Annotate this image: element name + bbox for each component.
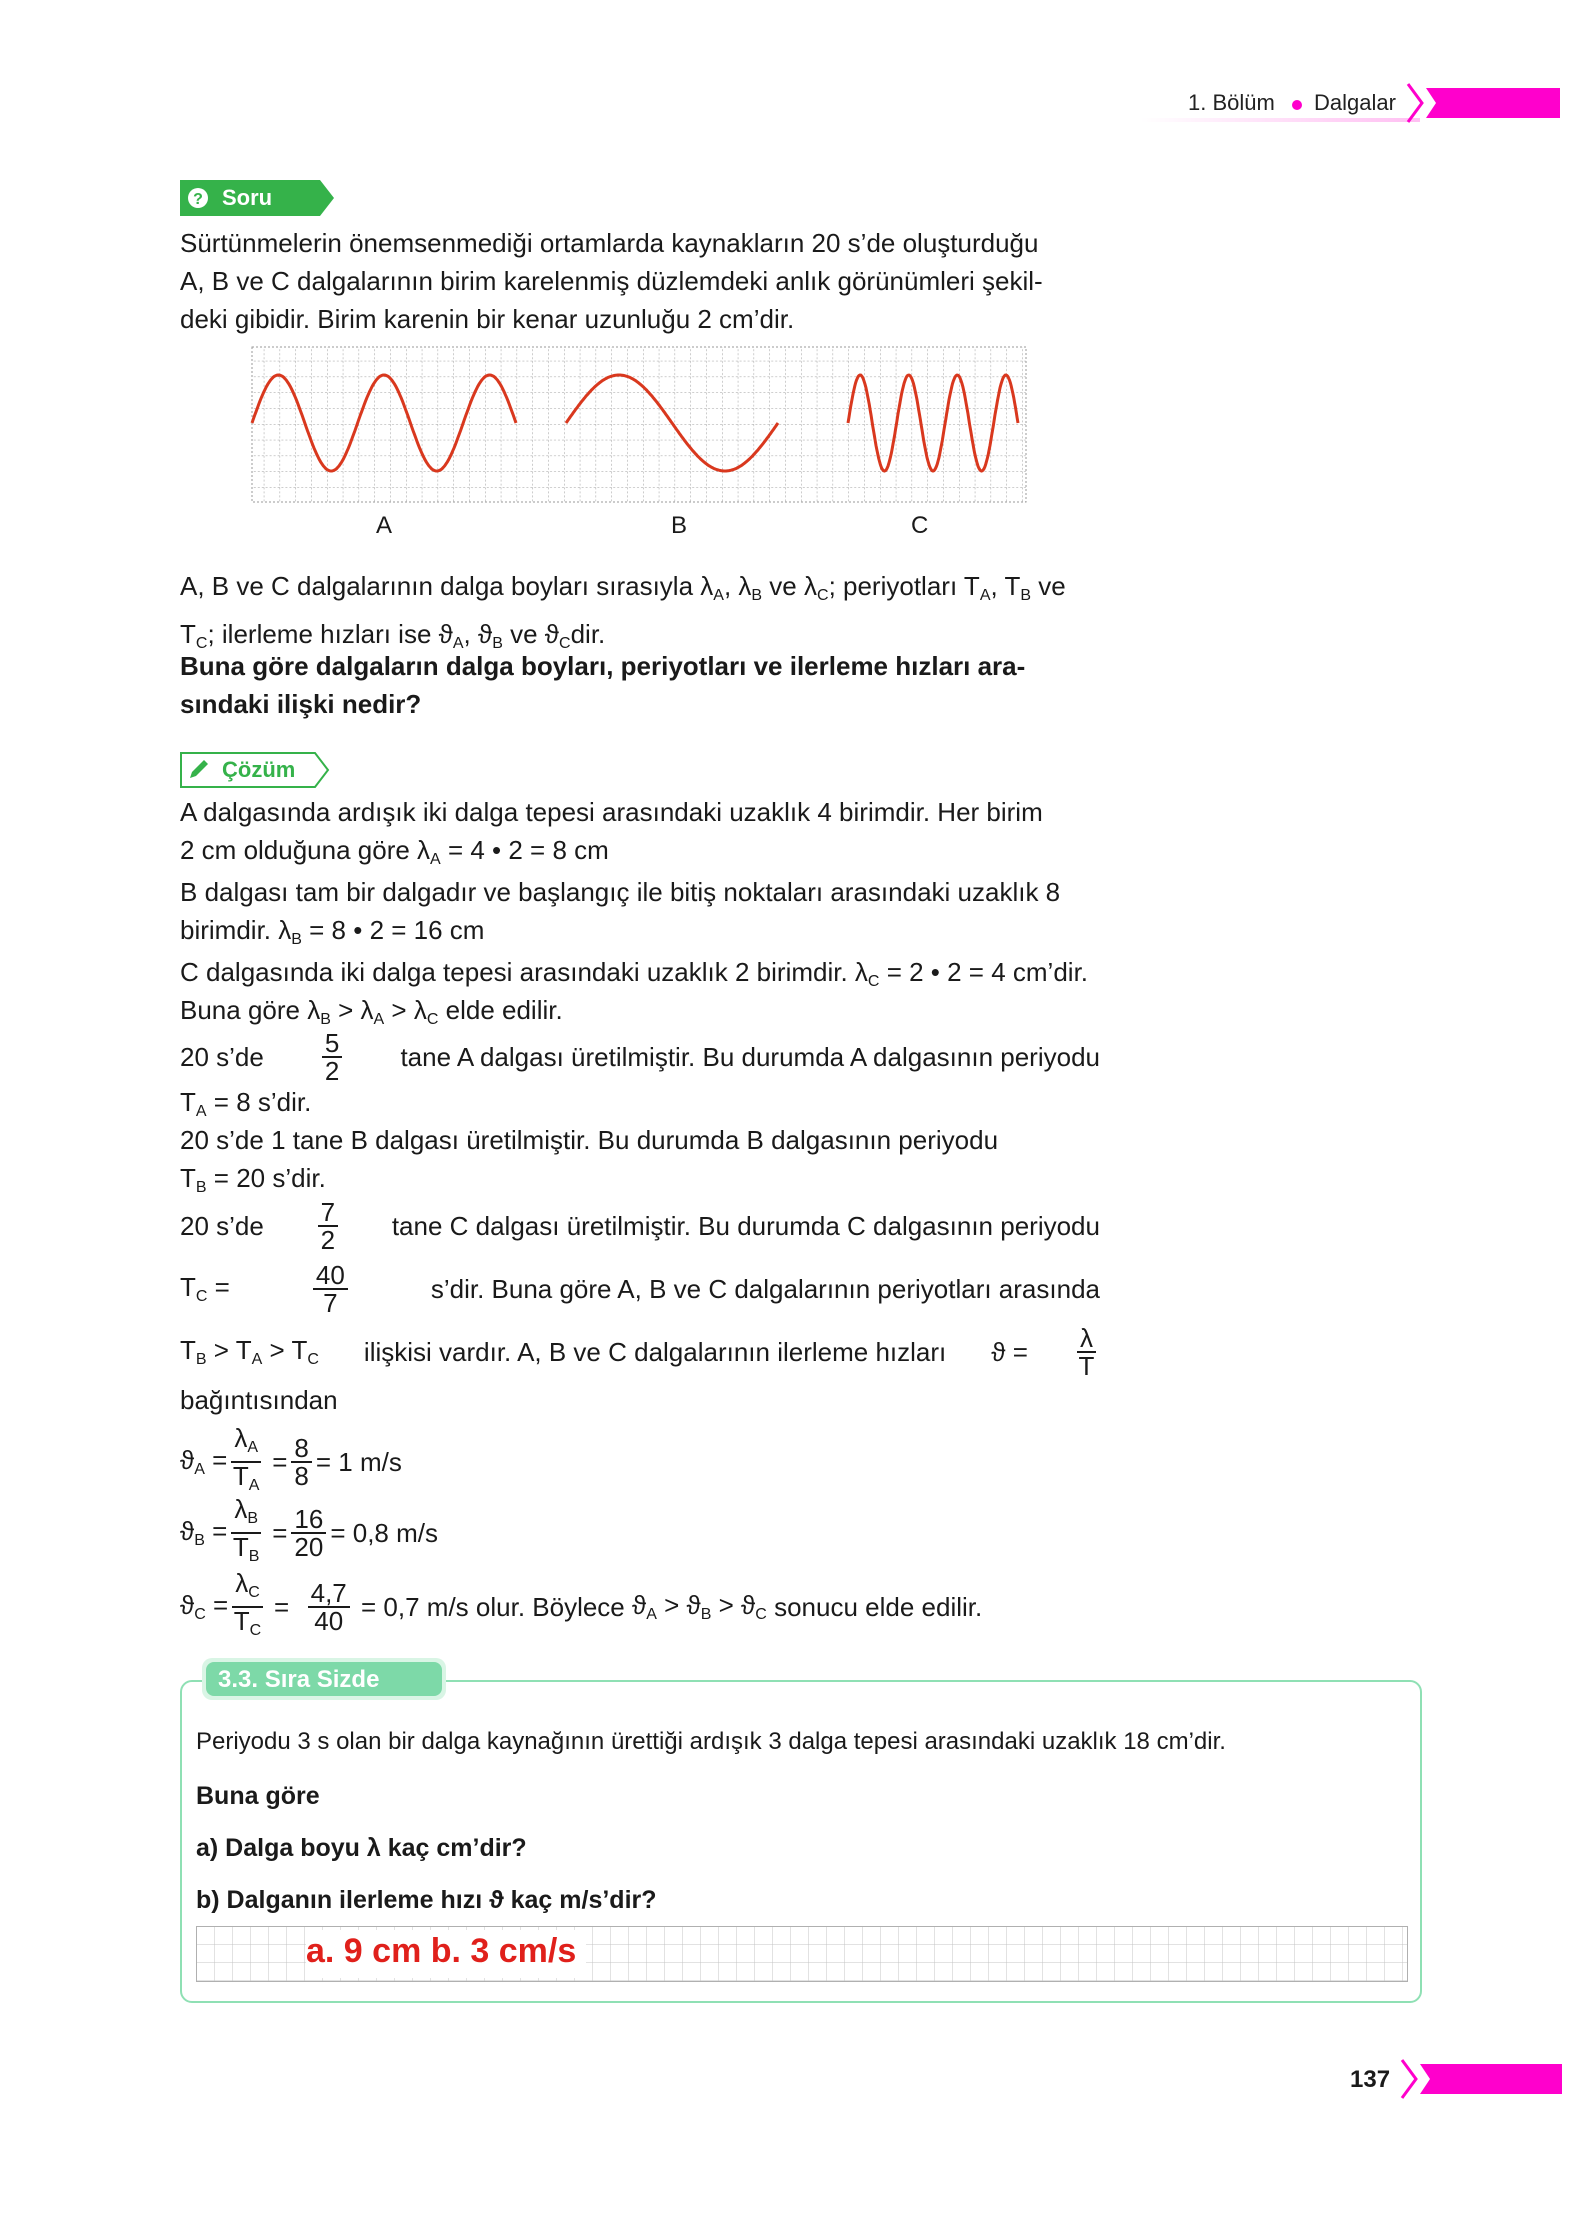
question-badge-label: Soru — [222, 185, 273, 210]
practice-lead: Buna göre — [196, 1782, 320, 1810]
header-bar — [1140, 82, 1580, 124]
sol-4b: $T_A = 8$ s’dir. — [180, 1087, 312, 1120]
figure-label-a: A — [376, 512, 393, 539]
sol-1b: 2 cm olduğuna göre $\lambda_A = 4$ • 2 = 8 cm — [180, 835, 609, 868]
intro-line-1: Sürtünmelerin önemsenmediği ortamlarda kaynakların 20 s’de oluşturduğu — [180, 228, 1039, 258]
intro-line-2: A, B ve C dalgalarının birim karelenmiş düzlemdeki anlık görünümleri şekil- — [180, 266, 1043, 296]
intro-line-3: deki gibidir. Birim karenin bir kenar uzunluğu 2 cm’dir. — [180, 304, 795, 334]
practice-question-b: b) Dalganın ilerleme hızı ϑ kaç m/s’dir? — [196, 1886, 657, 1914]
sol-4: 20 s’de $\frac{5}{2}$ tane A dalgası üretilmiştir. Bu durumda A dalgasının periyodu — [180, 1028, 1100, 1086]
topic-label: Dalgalar — [1314, 90, 1396, 115]
svg-text:?: ? — [193, 191, 203, 208]
figure-label-c: C — [911, 512, 929, 539]
velocity-c: $ϑ_C$ = $\frac{\lambda_C}{T_C}$ = $\frac{4,7}{40}$ = 0,7 m/s olur. Böylece $ϑ_A > ϑ_B > ϑ_C$ sonucu elde edilir. — [180, 1568, 983, 1639]
solution-badge — [180, 752, 330, 788]
practice-question-a: a) Dalga boyu λ kaç cm’dir? — [196, 1834, 527, 1862]
solution-badge-label: Çözüm — [222, 757, 296, 782]
sol-5a: 20 s’de 1 tane B dalgası üretilmiştir. Bu durumda B dalgasının periyodu — [180, 1125, 999, 1155]
sol-1a: A dalgasında ardışık iki dalga tepesi arasındaki uzaklık 4 birimdir. Her birim — [180, 797, 1043, 827]
ask-line-2: sındaki ilişki nedir? — [180, 689, 422, 719]
sol-2a: B dalgası tam bir dalgadır ve başlangıç ile bitiş noktaları arasındaki uzaklık 8 — [180, 877, 1061, 907]
sol-3a: C dalgasında iki dalga tepesi arasındaki uzaklık 2 birimdir. $\lambda_C = 2$ • 2 = 4 cm’dir. — [180, 957, 1089, 990]
bullet-dot — [1292, 100, 1302, 110]
figure-label-b: B — [671, 512, 688, 539]
practice-badge-label: 3.3. Sıra Sizde — [218, 1666, 380, 1693]
grid-background — [252, 347, 1026, 502]
sol-2b: birimdir. $\lambda_B = 8$ • 2 = 16 cm — [180, 915, 485, 948]
chapter-label: 1. Bölüm — [1188, 90, 1275, 115]
practice-badge — [202, 1658, 446, 1700]
question-definitions: A, B ve C dalgalarının dalga boyları sırasıyla $\lambda_A$, $\lambda_B$ ve $\lambda_C$; periyotları $T_A$, $T_B$ ve $T_C$; ilerleme hızları ise $ϑ_A$, $ϑ_B$ ve $ϑ_Cdir$. — [180, 571, 1066, 652]
question-badge — [180, 180, 334, 216]
page-number: 137 — [1350, 2066, 1391, 2093]
sol-5b: $T_B = 20$ s’dir. — [180, 1163, 326, 1196]
velocity-b: $ϑ_B$ = $\frac{\lambda_B}{T_B}$ = $\frac{16}{20}$ = 0,8 m/s — [180, 1494, 438, 1565]
footer-bar — [1320, 2058, 1583, 2100]
question-ask — [180, 647, 1110, 723]
sol-9: bağıntısından — [180, 1385, 338, 1415]
answer-text[interactable]: a. 9 cm b. 3 cm/s — [306, 1932, 577, 1970]
sol-7: $T_C$ = $\frac{40}{7}$ s’dir. Buna göre A, B ve C dalgalarının periyotları arasında — [180, 1260, 1100, 1318]
velocity-a: $ϑ_A$ = $\frac{\lambda_A}{T_A}$ = $\frac{8}{8}$ = 1 m/s — [180, 1423, 402, 1494]
ask-line-1: Buna göre dalgaların dalga boyları, periyotları ve ilerleme hızları ara- — [180, 651, 1026, 681]
sol-6: 20 s’de $\frac{7}{2}$ tane C dalgası üretilmiştir. Bu durumda C dalgasının periyodu — [180, 1197, 1100, 1255]
wave-figure — [248, 345, 1038, 505]
sol-3b: Buna göre $\lambda_B > \lambda_A > \lambda_C$ elde edilir. — [180, 995, 563, 1028]
practice-text: Periyodu 3 s olan bir dalga kaynağının ürettiği ardışık 3 dalga tepesi arasındaki uzaklık 18 cm’dir. — [196, 1728, 1226, 1755]
sol-8: $T_B > T_A > T_C$ ilişkisi vardır. A, B ve C dalgalarının ilerleme hızları ϑ = $\frac{\lambda}{T}$ — [180, 1323, 1095, 1381]
question-intro — [180, 224, 1110, 338]
